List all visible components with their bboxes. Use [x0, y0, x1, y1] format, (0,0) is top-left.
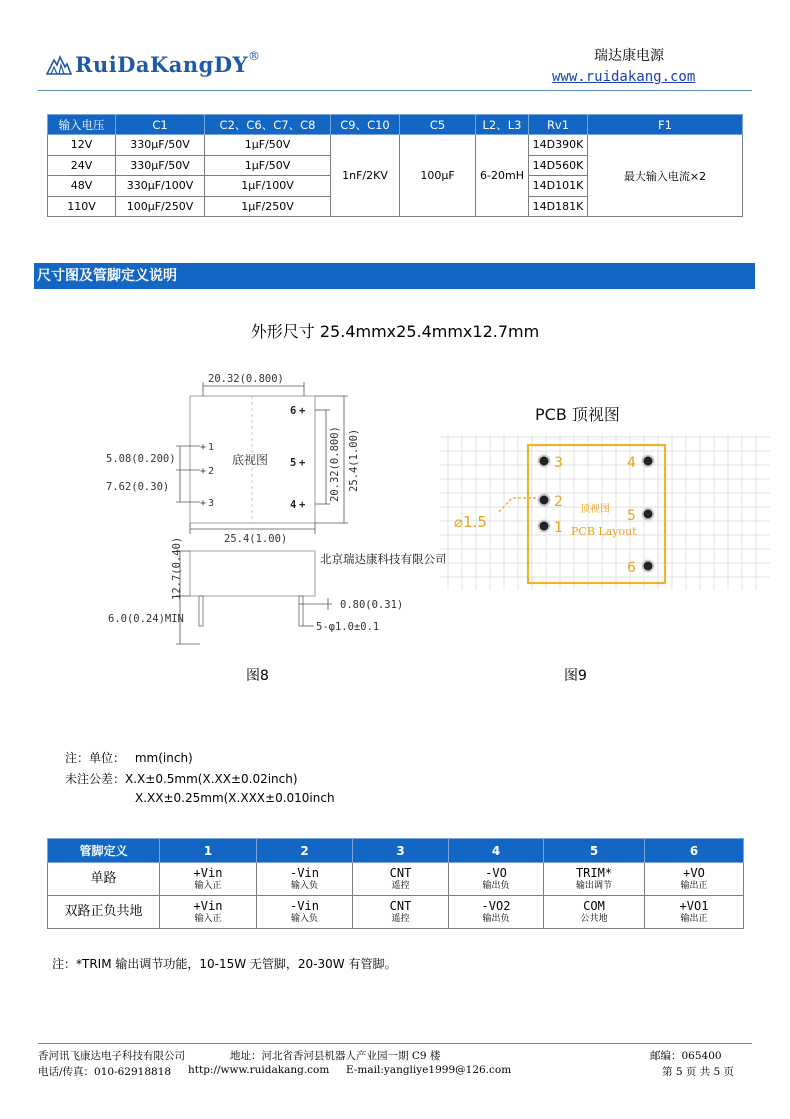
- column-header: 1: [160, 839, 257, 863]
- pin-function: CNT: [389, 865, 412, 880]
- pad-4: [643, 456, 654, 467]
- pins-left: [200, 442, 214, 509]
- pcb-top-view: [440, 395, 770, 590]
- page-footer: [38, 1043, 752, 1078]
- pin-cell: [353, 896, 449, 929]
- cell-f1: 最大输入电流×2: [588, 135, 743, 217]
- header-divider: [38, 90, 752, 91]
- pcb-pin-label: 6: [627, 560, 636, 576]
- pin-description: 输出正: [680, 880, 708, 891]
- pin-4-label: 4: [290, 499, 297, 511]
- cell-rv1: 14D560K: [529, 155, 588, 176]
- pcb-pin-label: 3: [554, 455, 563, 471]
- pin-definition-table: [47, 838, 744, 929]
- pin-description: 输入正: [194, 880, 222, 891]
- column-header: C2、C6、C7、C8: [205, 115, 331, 135]
- cell-vin: 48V: [48, 176, 116, 197]
- note-tolerance-2: X.XX±0.25mm(X.XXX±0.010inch: [135, 791, 335, 805]
- pin-cell: [160, 863, 257, 896]
- pin-function: -Vin: [290, 865, 319, 880]
- pcb-pin-label: 5: [627, 508, 636, 524]
- pin-4-marker: +: [299, 499, 306, 511]
- cell-c2: 1μF/50V: [205, 135, 331, 156]
- pin-function: CNT: [389, 898, 412, 913]
- pad-diameter-label: ⌀1.5: [454, 513, 487, 531]
- pin-cell: [544, 896, 645, 929]
- website-link[interactable]: www.ruidakang.com: [552, 69, 696, 85]
- watermark-text: 北京瑞达康科技有限公司: [320, 552, 447, 566]
- pin-function: -VO: [485, 865, 507, 880]
- pin-description: 输出正: [680, 913, 708, 924]
- column-header: 3: [353, 839, 449, 863]
- column-header: 输入电压: [48, 115, 116, 135]
- section-title: 尺寸图及管脚定义说明: [34, 263, 755, 289]
- pin-cell: [645, 896, 744, 929]
- cell-rv1: 14D101K: [529, 176, 588, 197]
- pin-function: TRIM*: [575, 865, 613, 880]
- pin-6-marker: +: [299, 405, 306, 417]
- pin-cell: [257, 896, 353, 929]
- table-row: [48, 896, 744, 929]
- column-header: C5: [400, 115, 476, 135]
- dim-right-inner-label: 20.32(0.800): [329, 426, 341, 502]
- dim-height-label: 12.7(0.40): [171, 536, 183, 600]
- dim-pin-offset-label: 0.80(0.31): [340, 599, 404, 611]
- dim-left-label-1: 5.08(0.200): [106, 453, 176, 465]
- cell-rv1: 14D390K: [529, 135, 588, 156]
- mountain-logo-icon: [46, 55, 72, 75]
- cell-c1: 100μF/250V: [116, 196, 205, 217]
- pin-description: 输入正: [194, 913, 222, 924]
- note-units-label: 注：单位：: [65, 751, 126, 765]
- company-name-cn: 瑞达康电源: [594, 48, 664, 64]
- component-table: [47, 114, 743, 217]
- pin-5-marker: +: [299, 457, 306, 469]
- pcb-title: PCB 顶视图: [535, 405, 620, 424]
- pin-function: +Vin: [193, 865, 223, 880]
- pcb-pin-labels: [554, 455, 636, 576]
- column-header: 5: [544, 839, 645, 863]
- pin-2-label: 2: [208, 466, 215, 477]
- table-row: [48, 863, 744, 896]
- note-tolerance-label: 未注公差：: [65, 772, 126, 786]
- side-pin-left: [199, 596, 203, 626]
- pad-2: [539, 495, 550, 506]
- column-header: 2: [257, 839, 353, 863]
- pin-3-label: 3: [208, 498, 215, 509]
- note-tolerance: [65, 770, 298, 787]
- cell-c1: 330μF/100V: [116, 176, 205, 197]
- pad-1: [539, 521, 550, 532]
- pin-3-marker: +: [200, 498, 207, 509]
- pin-description: 公共地: [580, 913, 608, 924]
- figure-8-label: 图8: [246, 668, 269, 684]
- pcb-pin-label: 2: [554, 494, 563, 510]
- dim-bottom-label: 25.4(1.00): [224, 533, 288, 545]
- dim-left-label-2: 7.62(0.30): [106, 481, 170, 493]
- pin-5-label: 5: [290, 457, 297, 469]
- pin-function: -VO2: [481, 898, 511, 913]
- footer-postcode: 邮编：065400: [650, 1050, 722, 1062]
- cell-c9-c10: 1nF/2KV: [331, 135, 400, 217]
- dimensions-title: 外形尺寸 25.4mmx25.4mmx12.7mm: [250, 322, 540, 341]
- pin-function: +Vin: [193, 898, 223, 913]
- column-header: 管脚定义: [48, 839, 160, 863]
- pin-cell: [160, 896, 257, 929]
- column-header: 4: [449, 839, 544, 863]
- pin-description: 输出调节: [575, 880, 612, 891]
- pin-description: 输出负: [482, 880, 510, 891]
- column-header: L2、L3: [476, 115, 529, 135]
- pin-description: 输入负: [290, 913, 318, 924]
- pin-6-label: 6: [290, 405, 297, 417]
- pin-cell: [449, 896, 544, 929]
- dim-right-outer-label: 25.4(1.00): [348, 428, 360, 492]
- cell-c1: 330μF/50V: [116, 135, 205, 156]
- pin-2-marker: +: [200, 466, 207, 477]
- module-side-view: [190, 551, 315, 596]
- pin-description: 输入负: [290, 880, 318, 891]
- pin-description: 遥控: [391, 913, 410, 924]
- column-header: C9、C10: [331, 115, 400, 135]
- footer-email[interactable]: E-mail:yangliye1999@126.com: [346, 1064, 512, 1076]
- table-row: [48, 135, 743, 156]
- pin-cell: [544, 863, 645, 896]
- footer-company: 香河讯飞康达电子科技有限公司: [38, 1050, 185, 1062]
- figure-9-label: 图9: [564, 668, 587, 684]
- footer-page-number: 第 5 页 共 5 页: [662, 1066, 735, 1078]
- pin-function: +VO: [683, 865, 705, 880]
- table-header-row: [48, 839, 744, 863]
- pin-cell: [353, 863, 449, 896]
- pad-5: [643, 509, 654, 520]
- logo-text: RuiDaKangDY: [75, 52, 249, 77]
- company-logo: [46, 49, 261, 77]
- cell-rv1: 14D181K: [529, 196, 588, 217]
- bottom-view-label: 底视图: [232, 453, 269, 467]
- column-header: F1: [588, 115, 743, 135]
- pin-function: -Vin: [290, 898, 319, 913]
- note-tolerance-1: X.X±0.5mm(X.XX±0.02inch): [125, 772, 298, 786]
- side-pin-right: [299, 596, 303, 626]
- cell-c2: 1μF/250V: [205, 196, 331, 217]
- row-label: 单路: [48, 863, 160, 896]
- cell-c1: 330μF/50V: [116, 155, 205, 176]
- row-label: 双路正负共地: [48, 896, 160, 929]
- registered-mark: ®: [248, 49, 261, 63]
- mechanical-drawing: [100, 362, 470, 652]
- pin-function: COM: [583, 898, 605, 913]
- pin-1-marker: +: [200, 442, 207, 453]
- pin-function: +VO1: [679, 898, 709, 913]
- page-header: [0, 0, 790, 100]
- footer-address: 地址：河北省香河县机器人产业园一期 C9 楼: [230, 1050, 441, 1062]
- footer-phone: 电话/传真：010-62918818: [38, 1066, 172, 1078]
- column-header: Rv1: [529, 115, 588, 135]
- pcb-inner-label-2: PCB Layout: [571, 525, 637, 538]
- trim-footnote: 注：*TRIM 输出调节功能，10-15W 无管脚，20-30W 有管脚。: [52, 957, 397, 971]
- note-units: [65, 749, 193, 766]
- pin-1-label: 1: [208, 442, 215, 453]
- pin-cell: [257, 863, 353, 896]
- column-header: 6: [645, 839, 744, 863]
- cell-c2: 1μF/50V: [205, 155, 331, 176]
- cell-vin: 110V: [48, 196, 116, 217]
- dim-pin-diameter-label: 5-φ1.0±0.1: [316, 621, 380, 633]
- footer-website[interactable]: http://www.ruidakang.com: [188, 1064, 330, 1076]
- cell-c2: 1μF/100V: [205, 176, 331, 197]
- dim-top-label: 20.32(0.800): [208, 373, 284, 385]
- pin-cell: [645, 863, 744, 896]
- cell-l2-l3: 6-20mH: [476, 135, 529, 217]
- cell-vin: 24V: [48, 155, 116, 176]
- table-header-row: [48, 115, 743, 135]
- cell-c5: 100μF: [400, 135, 476, 217]
- dim-pin-length-label: 6.0(0.24)MIN: [108, 613, 184, 625]
- pin-description: 输出负: [482, 913, 510, 924]
- pad-6: [643, 561, 654, 572]
- pin-cell: [449, 863, 544, 896]
- pcb-inner-label-1: 顶视图: [580, 504, 610, 515]
- pin-description: 遥控: [391, 880, 410, 891]
- pcb-pin-label: 1: [554, 520, 563, 536]
- note-units-value: mm(inch): [134, 751, 193, 765]
- pcb-pin-label: 4: [627, 455, 636, 471]
- column-header: C1: [116, 115, 205, 135]
- cell-vin: 12V: [48, 135, 116, 156]
- pad-3: [539, 456, 550, 467]
